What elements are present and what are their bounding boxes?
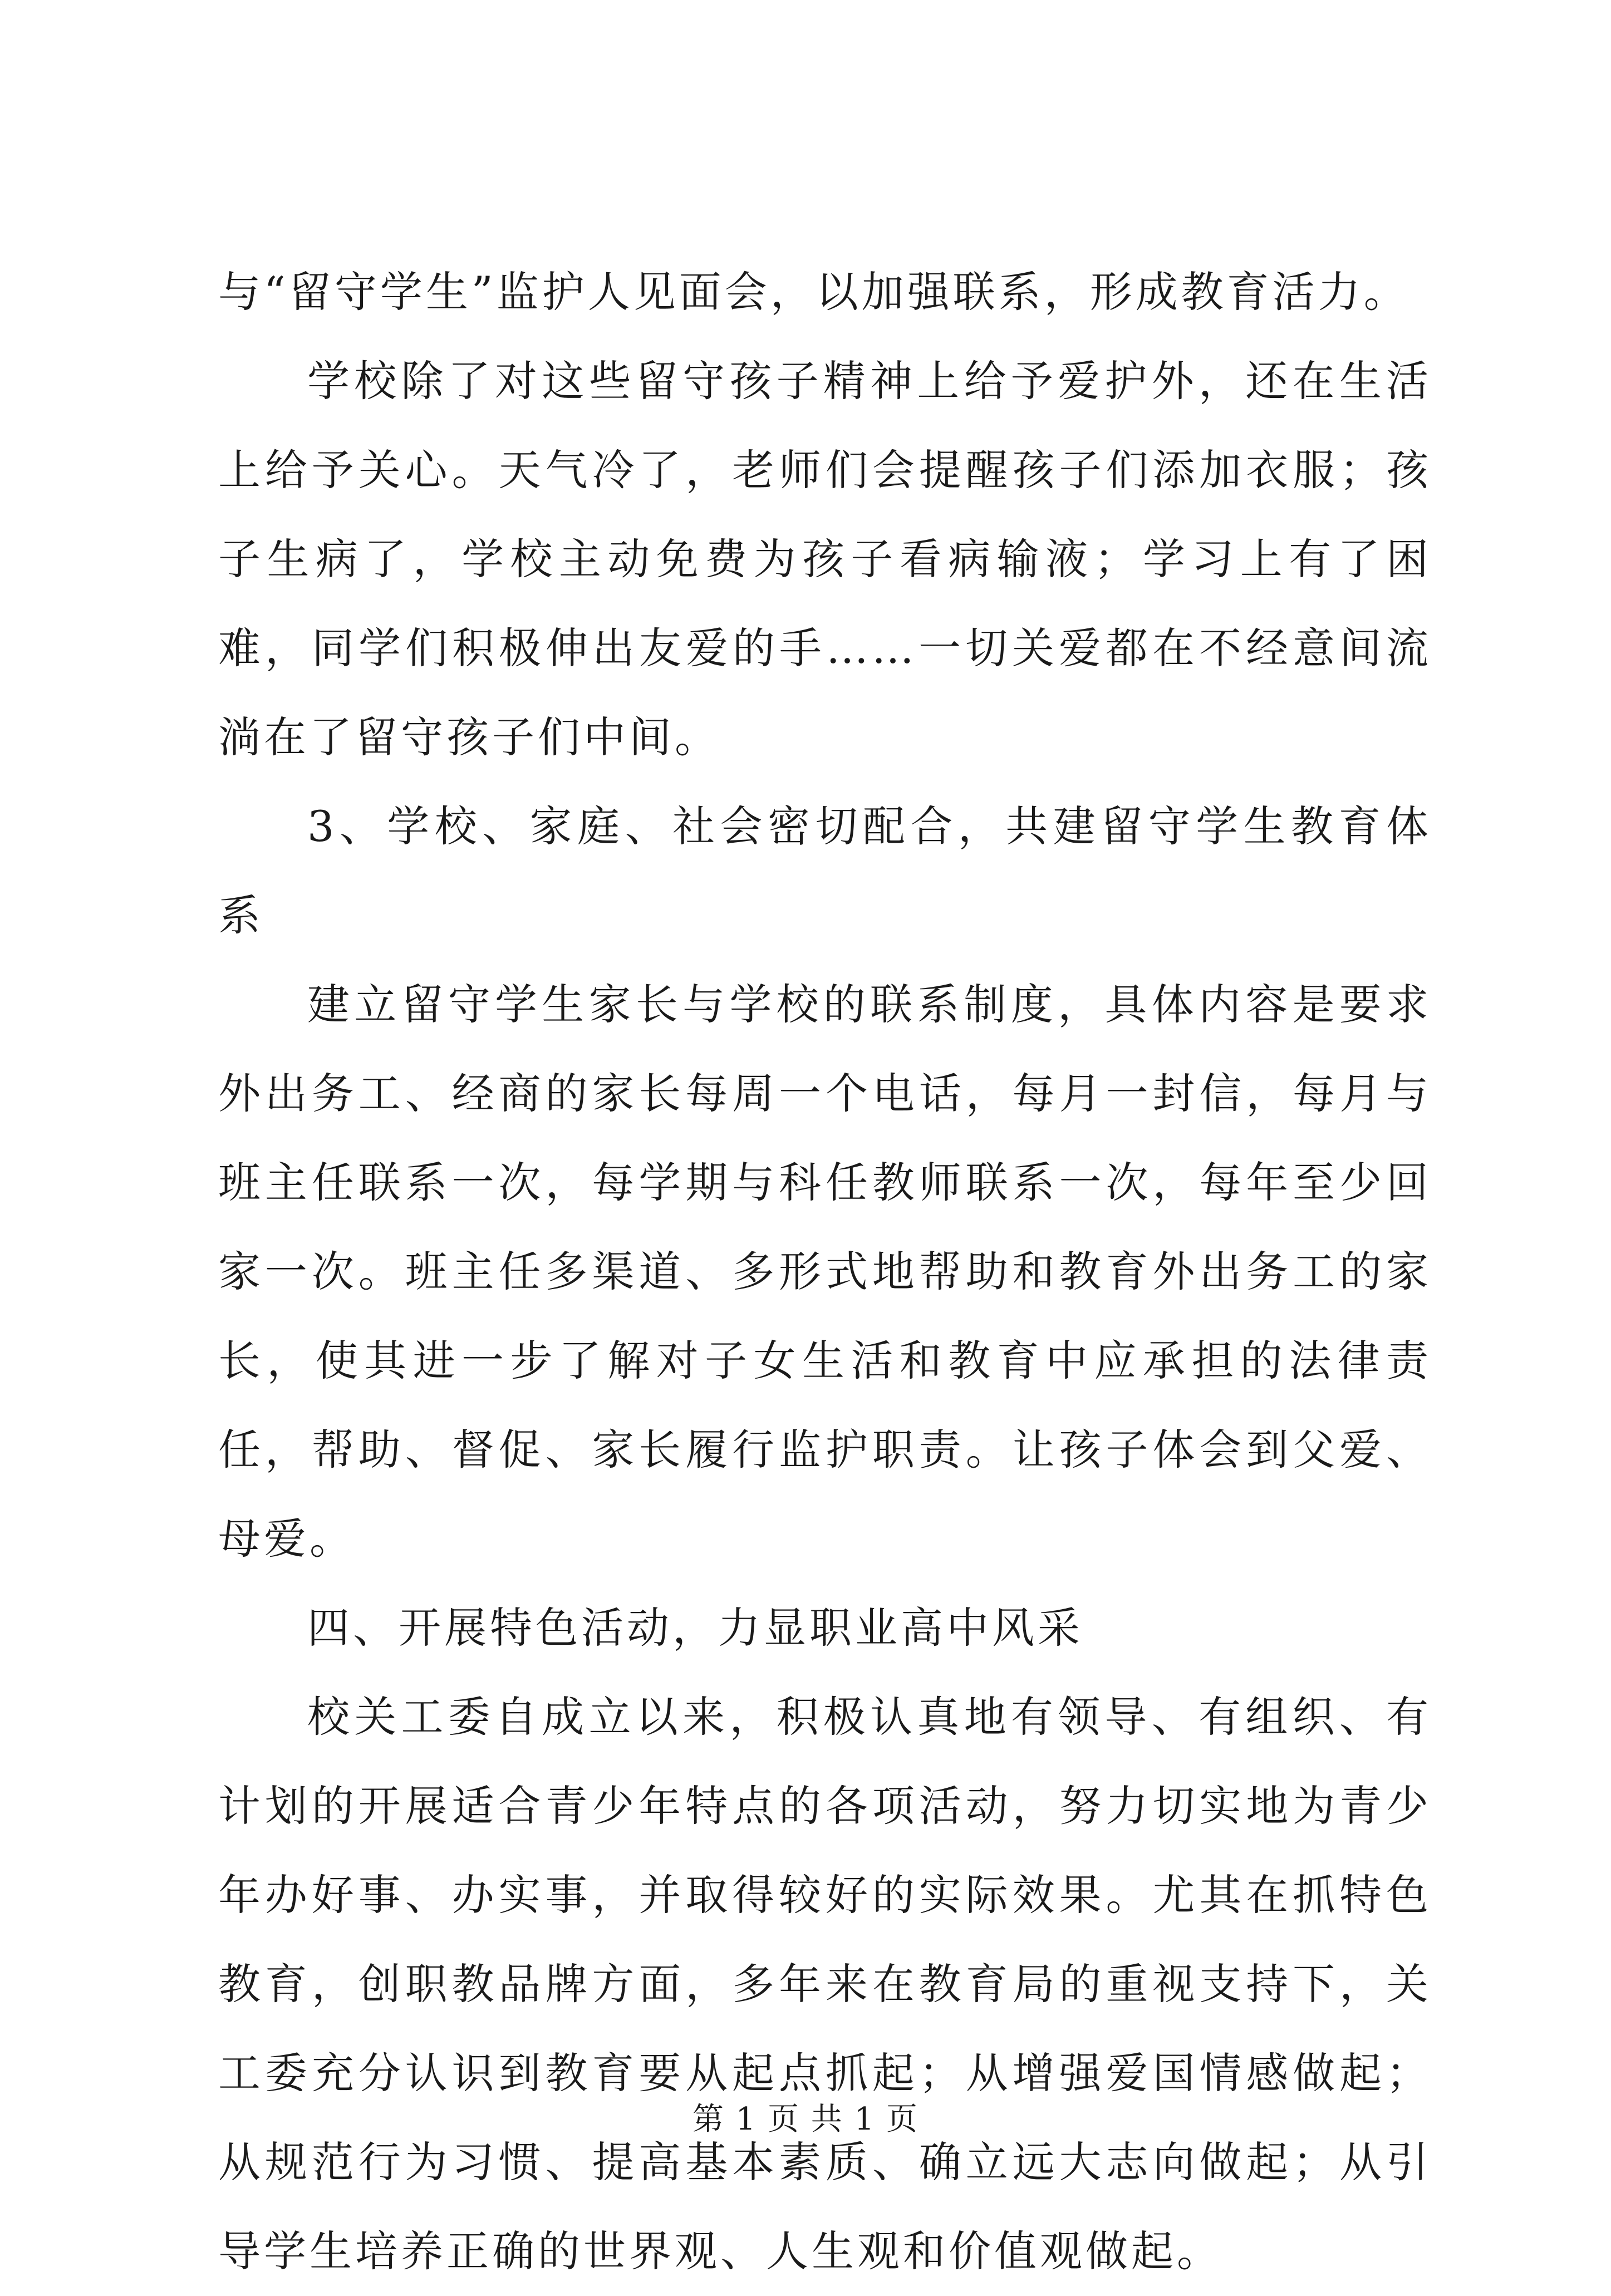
page-footer: 第 1 页 共 1 页 <box>692 2101 919 2137</box>
section-heading-four: 四、开展特色活动，力显职业高中风采 <box>307 1603 1083 1653</box>
paragraph-6: 校关工委自成立以来，积极认真地有领导、有组织、有计划的开展适合青少年特点的各项活动，努力切实地为青少年办好事、办实事，并取得较好的实际效果。尤其在抓特色教育，创职教品牌方面，多年来在教育局的重视支持下，关工委充分认识到教育要从起点抓起；从增强爱国情感做起；从规范行为习惯、提高基本素质、确立远大志向做起；从引导学生培养正确的世界观、人生观和价值观做起。 <box>218 1692 1432 2276</box>
paragraph-1: 与“留守学生”监护人见面会，以加强联系，形成教育活力。 <box>218 267 1409 317</box>
paragraph-2: 学校除了对这些留守孩子精神上给予爱护外，还在生活上给予关心。天气冷了，老师们会提醒孩子们添加衣服；孩子生病了，学校主动免费为孩子看病输液；学习上有了困难，同学们积极伸出友爱的手……一切关爱都在不经意间流淌在了留守孩子们中间。 <box>218 356 1432 762</box>
document-body <box>218 248 1432 2296</box>
paragraph-4: 建立留守学生家长与学校的联系制度，具体内容是要求外出务工、经商的家长每周一个电话，每月一封信，每月与班主任联系一次，每学期与科任教师联系一次，每年至少回家一次。班主任多渠道、多形式地帮助和教育外出务工的家长，使其进一步了解对子女生活和教育中应承担的法律责任，帮助、督促、家长履行监护职责。让孩子体会到父爱、母爱。 <box>218 980 1432 1564</box>
section-heading-3: 3、学校、家庭、社会密切配合，共建留守学生教育体系 <box>218 802 1432 940</box>
